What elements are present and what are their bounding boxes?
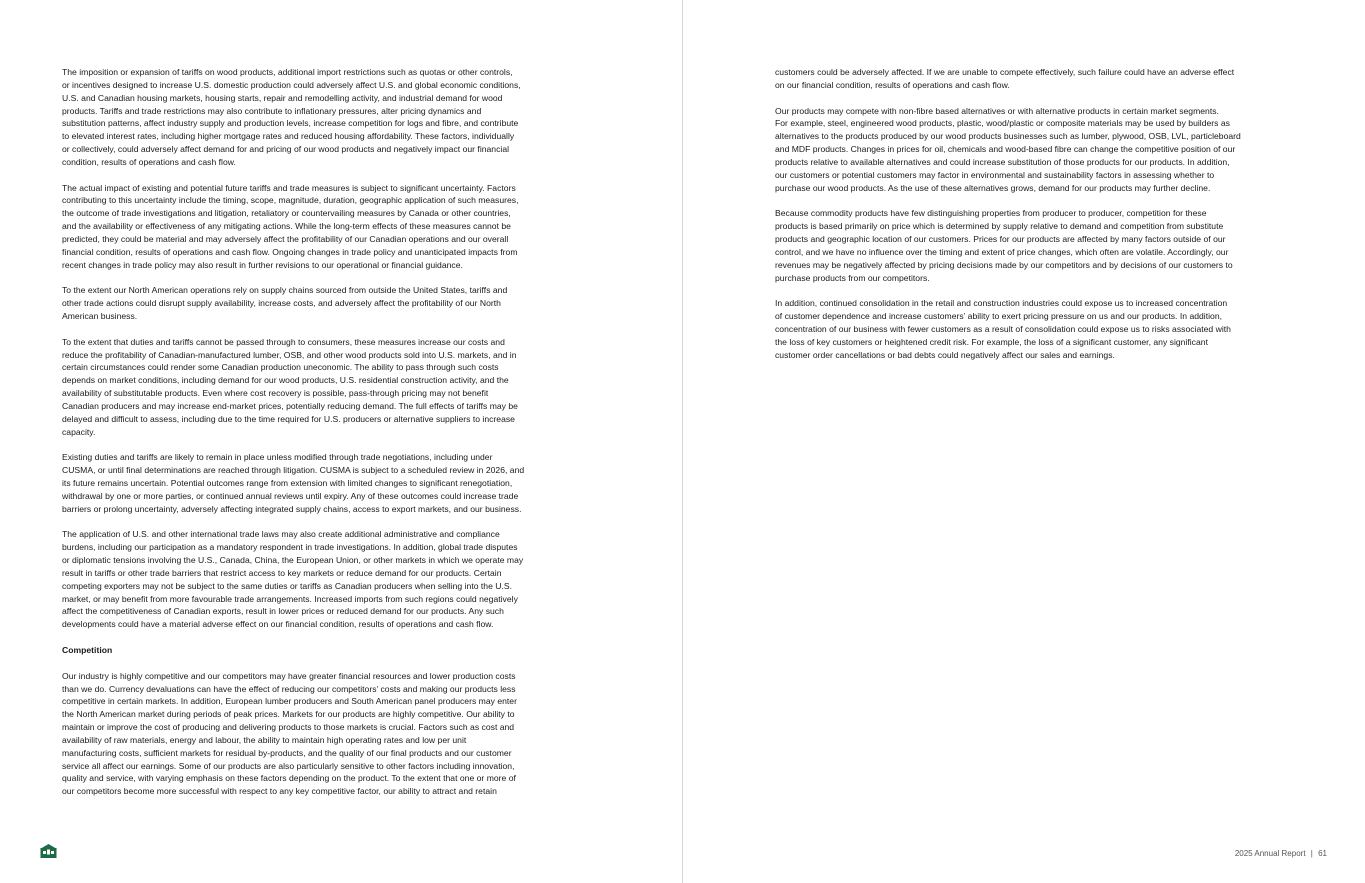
left-text-column [62,66,592,811]
paragraph-duties-pass-through: To the extent that duties and tariffs cannot be passed through to consumers, these measures increase our costs and reduce the profitability of Canadian-manufactured lumber, OSB, and other wood products sold into U.S. markets, and in certain circumstances could render some Canadian production uneconomic. The ability to pass through such costs depends on market conditions, including demand for our wood products, U.S. residential construction activity, and the availability of substitutable products. Even where cost recovery is possible, pass-through pricing may not benefit Canadian producers and may increase end-market prices, potentially reducing demand. The full effects of tariffs may be delayed and difficult to assess, including due to the time required for U.S. producers or alternative suppliers to increase capacity. [62,336,518,437]
paragraph-customer-consolidation: In addition, continued consolidation in the retail and construction industries could expose us to increased concentration of customer dependence and increase customers’ ability to exert pricing pressure on us and our products. In addition, concentration of our business with fewer customers as a result of consolidation could expose us to risks associated with the loss of key customers or heightened credit risk. For example, the loss of a significant customer, any significant customer order cancellations or bad debts could negatively affect our sales and earnings. [775,298,1231,360]
company-logo-icon [40,844,57,858]
footer-separator: | [1310,849,1313,858]
footer-page-number: 61 [1318,849,1327,858]
paragraph-commodity-pricing: Because commodity products have few distinguishing properties from producer to producer, competition for these products is based primarily on price which is determined by supply relative to demand and competition from substitute products and geographic location of our customers. Prices for our products are affected by many factors outside of our control, and we have no influence over the timing and extent of price changes, which often are volatile. Accordingly, our revenues may be negatively affected by pricing decisions made by our competitors and by decisions of our customers to purchase products from our competitors. [775,208,1233,283]
paragraph-alternative-products: Our products may compete with non-fibre based alternatives or with alternative products in certain market segments. For example, steel, engineered wood products, plastic, wood/plastic or composite materials may be used by builders as alternatives to the products produced by our wood products businesses such as lumber, plywood, OSB, LVL, particleboard and MDF products. Changes in prices for oil, chemicals and wood-based fibre can change the competitive position of our products relative to available alternatives and could increase substitution of those products for our products. In addition, our customers or potential customers may factor in environmental and sustainability factors in assessing whether to purchase our wood products. As the use of these alternatives grows, demand for our products may further decline. [775,105,1241,193]
page-footer [1235,849,1327,858]
paragraph-trade-laws: The application of U.S. and other international trade laws may also create additional administrative and compliance burdens, including our participation as a mandatory respondent in trade investigations. In addition, global trade disputes or diplomatic tensions involving the U.S., Canada, China, the European Union, or other markets in which we operate may result in tariffs or other trade barriers that restrict access to key markets or reduce demand for our products. Certain competing exporters may not be subject to the same duties or tariffs as Canadian producers when selling into the U.S. market, or may benefit from more favourable trade arrangements. Increased imports from such regions could negatively affect the competitiveness of Canadian exports, result in lower prices or reduced demand for our products. Any such developments could have a material adverse effect on our financial condition, results of operations and cash flow. [62,529,524,630]
section-heading-competition: Competition [62,644,113,655]
paragraph-tariff-uncertainty: The actual impact of existing and potential future tariffs and trade measures is subject to significant uncertainty. Factors contributing to this uncertainty include the timing, scope, magnitude, duration, geographic application of such measures, the outcome of trade investigations and litigation, retaliatory or countervailing measures by Canada or other countries, and the availability or effectiveness of any mitigating actions. While the long-term effects of these measures cannot be predicted, they could be material and may adversely affect the profitability of our Canadian operations and our overall financial condition, results of operations and cash flow. Ongoing changes in trade policy and unanticipated impacts from recent changes in trade policy may also result in further revisions to our operational or financial guidance. [62,182,519,270]
right-text-column [775,66,1305,374]
paragraph-competition-continued: customers could be adversely affected. If we are unable to compete effectively, such failure could have an adverse effect on our financial condition, results of operations and cash flow. [775,67,1235,90]
paragraph-competition: Our industry is highly competitive and our competitors may have greater financial resources and lower production costs than we do. Currency devaluations can have the effect of reducing our competitors’ costs and making our products less competitive in certain markets. In addition, European lumber producers and South American panel producers may enter the North American market during periods of peak prices. Markets for our products are highly competitive. Our ability to maintain or improve the cost of producing and delivering products to those markets is crucial. Factors such as cost and availability of raw materials, energy and labour, the ability to maintain high operating rates and low per unit manufacturing costs, sufficient markets for residual by-products, and the quality of our final products and our customer service all affect our earnings. Some of our products are also particularly sensitive to other factors including innovation, quality and service, with varying emphasis on these factors depending on the product. To the extent that one or more of our competitors become more successful with respect to any key competitive factor, our ability to attract and retain [62,670,517,797]
paragraph-cusma-review: Existing duties and tariffs are likely to remain in place unless modified through trade negotiations, including under CUSMA, or until final determinations are reached through litigation. CUSMA is subject to a scheduled review in 2026, and its future remains uncertain. Potential outcomes range from extension with limited changes to significant renegotiation, withdrawal by one or more parties, or continued annual reviews until expiry. Any of these outcomes could increase trade barriers or prolong uncertainty, adversely affecting integrated supply chains, access to export markets, and our business. [62,452,525,514]
left-page [0,0,682,883]
paragraph-supply-chains: To the extent our North American operations rely on supply chains sourced from outside the United States, tariffs and other trade actions could disrupt supply availability, increase costs, and adversely affect the profitability of our North American business. [62,285,508,322]
paragraph-tariff-impact: The imposition or expansion of tariffs on wood products, additional import restrictions such as quotas or other controls, or incentives designed to increase U.S. domestic production could adversely affect U.S. and global economic conditions, U.S. and Canadian housing markets, housing starts, repair and remodelling activity, and industrial demand for wood products. Tariffs and trade restrictions may also contribute to inflationary pressures, alter pricing dynamics and substitution patterns, affect industry supply and production levels, increase competition for logs and fibre, and contribute to elevated interest rates, including higher mortgage rates and reduced housing affordability. These factors, individually or collectively, could adversely affect demand for and pricing of our wood products and negatively impact our financial condition, results of operations and cash flow. [62,67,521,167]
footer-report-label: 2025 Annual Report [1234,849,1306,858]
right-page [683,0,1365,883]
